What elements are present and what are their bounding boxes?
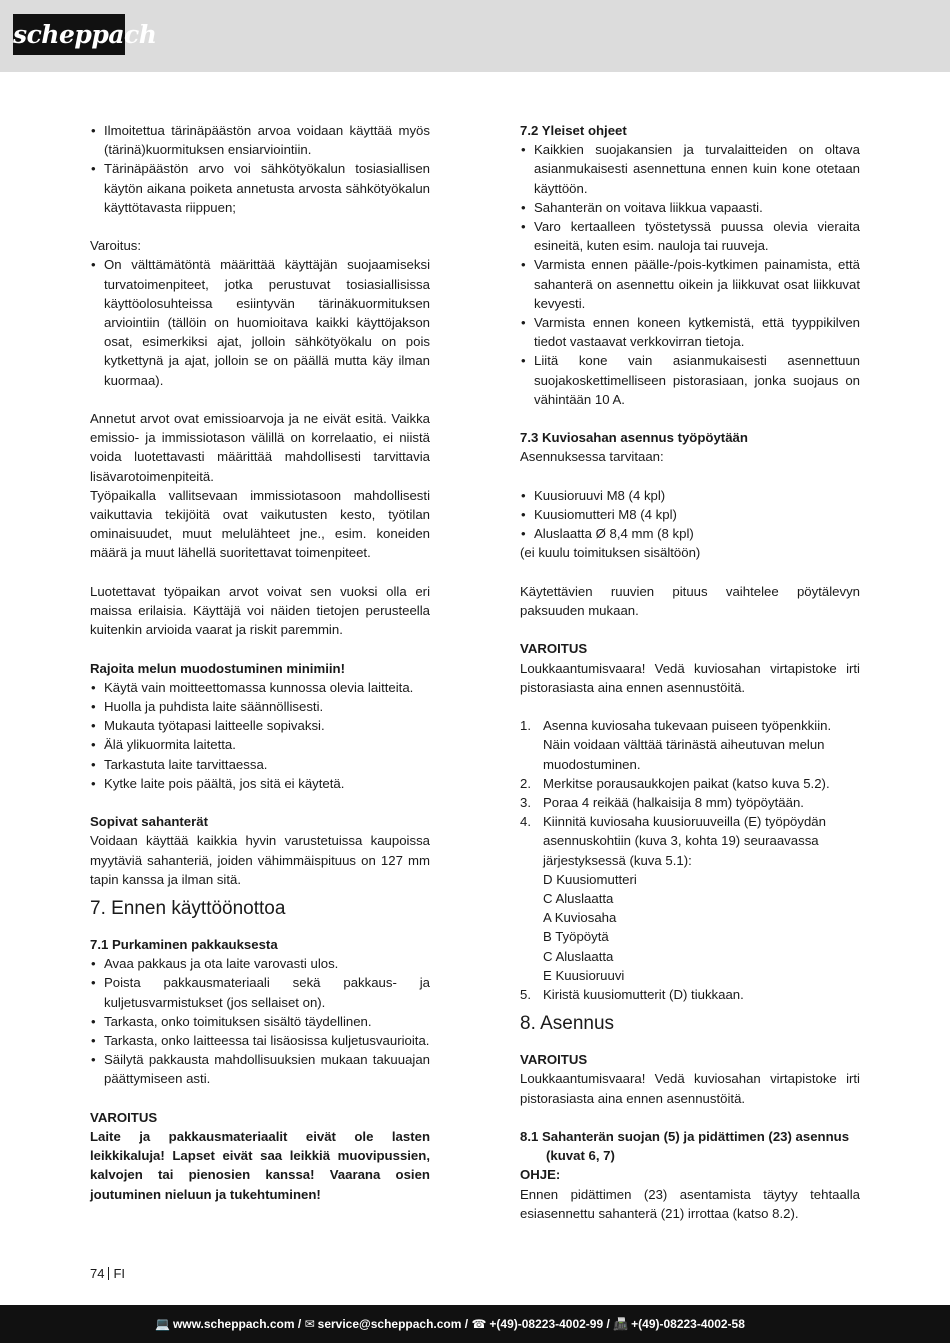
phone-icon: ☎ [471, 1317, 487, 1331]
list-item: • Tarkasta, onko toimituksen sisältö täydellinen. [90, 1012, 430, 1031]
list-item: • Aluslaatta Ø 8,4 mm (8 kpl) [520, 524, 860, 543]
phone-number: +(49)-08223-4002-99 [489, 1317, 604, 1331]
list-item: • Tarkasta, onko laitteessa tai lisäosissa kuljetusvaurioita. [90, 1031, 430, 1050]
paragraph: Voidaan käyttää kaikkia hyvin varustetuissa kaupoissa myytäviä sahanteriä, joiden vähimmäispituus on 127 mm tapin kanssa ja ilman sitä. [90, 833, 430, 887]
unpacking-bullets [90, 954, 430, 1088]
email-link[interactable]: service@scheppach.com [317, 1317, 462, 1331]
fax-number: +(49)-08223-4002-58 [631, 1317, 745, 1331]
section-heading: Rajoita melun muodostuminen minimiin! [90, 660, 345, 676]
email-icon: ✉ [304, 1317, 315, 1331]
list-item: 1. Asenna kuviosaha tukevaan puiseen työpenkkiin. Näin voidaan välttää tärinästä aiheutuvan melun muodostuminen. [520, 718, 832, 772]
warning-label: VAROITUS [520, 1052, 588, 1068]
list-item: • Sahanterän on voitava liikkua vapaasti. [520, 198, 860, 217]
website-link[interactable]: www.scheppach.com [172, 1317, 295, 1331]
list-item: • Älä ylikuormita laitetta. [90, 735, 430, 754]
section-heading: Sopivat sahanterät [90, 814, 208, 830]
vibration-bullets [90, 121, 430, 217]
footer-bar: 💻 www.scheppach.com / ✉ service@scheppach.com / ☎ +(49)-08223-4002-99 / 📠 +(49)-08223-4002-58 [0, 1305, 950, 1343]
warning-label: Varoitus: [90, 238, 142, 254]
list-item: • Poista pakkausmateriaali sekä pakkaus- ja kuljetusvarmistukset (jos sellaiset on). [90, 973, 430, 1011]
computer-icon: 💻 [155, 1317, 170, 1331]
left-column [90, 121, 430, 1204]
list-item: • Kuusiomutteri M8 (4 kpl) [520, 505, 860, 524]
list-item: • Huolla ja puhdista laite säännöllisesti. [90, 697, 430, 716]
assembly-steps [520, 716, 860, 1004]
list-item: • Mukauta työtapasi laitteelle sopivaksi. [90, 716, 430, 735]
list-item: • Tärinäpäästön arvo voi sähkötyökalun tosiasiallisen käytön aikana poiketa annetusta arvosta sähkötyökalun käyttötavasta riippuen; [90, 159, 430, 217]
list-item: • On välttämätöntä määrittää käyttäjän suojaamiseksi turvatoimenpiteet, jotka perustuvat tosiasiallisissa käyttöolosuhteissa esiintyvän tärinäkuormituksen arviointiin (tällöin on huomioitava kaikki käyttöjakson osat, esimerkiksi ajat, jolloin sähkötyökalu on pois kytkettynä ja ajat, jolloin se on päällä mutta käy ilman kuormaa). [90, 255, 430, 389]
list-item: 5. Kiristä kuusiomutterit (D) tiukkaan. [520, 987, 744, 1003]
paragraph: (ei kuulu toimituksen sisältöön) [520, 545, 701, 561]
chapter-heading: 7. Ennen käyttöönottoa [90, 898, 286, 920]
section-heading: 7.2 Yleiset ohjeet [520, 123, 627, 138]
warning-label: VAROITUS [90, 1109, 158, 1125]
paragraph: Asennuksessa tarvitaan: [520, 449, 664, 465]
warning-text: Laite ja pakkausmateriaalit eivät ole lasten leikkikaluja! Lapset eivät saa leikkiä muovipussien, kalvojen tai pienosien kanssa! Vaarana osien joutuminen nieluun ja tukehtuminen! [90, 1129, 430, 1202]
list-item: • Kaikkien suojakansien ja turvalaitteiden on oltava asianmukaisesti asennettuna ennen kuin kone otetaan käyttöön. [520, 140, 860, 198]
list-item: • Kuusioruuvi M8 (4 kpl) [520, 486, 860, 505]
section-heading: 7.1 Purkaminen pakkauksesta [90, 937, 278, 953]
list-item: • Ilmoitettua tärinäpäästön arvoa voidaan käyttää myös (tärinä)kuormituksen ensiarviointiin. [90, 121, 430, 159]
page-number: 74 FI [90, 1266, 126, 1281]
noise-bullets [90, 678, 430, 793]
warning-bullets [90, 255, 430, 389]
paragraph: Annetut arvot ovat emissioarvoja ja ne eivät esitä. Vaikka emissio- ja immissiotason välillä on korrelaatio, ei niistä voida luotettavasti määrittää mahdollisesti tarvittavia lisävarotoimenpiteitä. [90, 411, 430, 484]
note-label: OHJE: [520, 1167, 561, 1183]
warning-text: Loukkaantumisvaara! Vedä kuviosahan virtapistoke irti pistorasiasta aina ennen asennustöitä. [520, 1071, 860, 1106]
chapter-heading: 8. Asennus [520, 1013, 615, 1035]
list-item: • Säilytä pakkausta mahdollisuuksien mukaan takuuajan päättymiseen asti. [90, 1050, 430, 1088]
brand-logo: scheppach [13, 14, 125, 55]
list-item: 4. Kiinnitä kuviosaha kuusioruuveilla (E) työpöydän asennuskohtiin (kuva 3, kohta 19) seuraavassa järjestyksessä (kuva 5.1): D Kuusiomutteri C Aluslaatta A Kuviosaha B Työpöytä C Aluslaatta E Kuusioruuvi [520, 812, 860, 985]
list-item: • Varo kertaalleen työstetyssä puussa olevia vieraita esineitä, kuten esim. nauloja tai ruuveja. [520, 217, 860, 255]
warning-text: Loukkaantumisvaara! Vedä kuviosahan virtapistoke irti pistorasiasta aina ennen asennustöitä. [520, 660, 860, 695]
list-item: • Avaa pakkaus ja ota laite varovasti ulos. [90, 954, 430, 973]
mounting-order: D Kuusiomutteri C Aluslaatta A Kuviosaha B Työpöytä C Aluslaatta E Kuusioruuvi [543, 871, 637, 983]
paragraph: Luotettavat työpaikan arvot voivat sen vuoksi olla eri maissa erilaisia. Käyttäjä voi näiden tietojen perusteella kuitenkin arvioida vaarat ja riskit paremmin. [90, 583, 430, 638]
list-item: • Liitä kone vain asianmukaisesti asennettuun suojakoskettimelliseen pistorasiaan, jonka suojaus on vähintään 10 A. [520, 351, 860, 409]
header-bar [0, 0, 950, 72]
section-heading: 8.1 Sahanterän suojan (5) ja pidättimen (23) asennus (kuvat 6, 7) [520, 1129, 850, 1164]
list-item: 3. Poraa 4 reikää (halkaisija 8 mm) työpöytään. [520, 795, 804, 811]
fax-icon: 📠 [613, 1317, 629, 1331]
note-text: Ennen pidättimen (23) asentamista täytyy tehtaalla esiasennettu sahanterä (21) irrottaa (katso 8.2). [520, 1186, 860, 1221]
list-item: 2. Merkitse porausaukkojen paikat (katso kuva 5.2). [520, 775, 830, 791]
warning-label: VAROITUS [520, 641, 588, 657]
parts-bullets [520, 486, 860, 544]
paragraph: Käytettävien ruuvien pituus vaihtelee pöytälevyn paksuuden mukaan. [520, 583, 860, 619]
general-bullets [520, 140, 860, 409]
list-item: • Käytä vain moitteettomassa kunnossa olevia laitteita. [90, 678, 430, 697]
paragraph: Työpaikalla vallitsevaan immissiotasoon mahdollisesti vaikuttavia tekijöitä ovat vaikutusten kesto, työtilan ominaisuudet, muut melulähteet jne., esim. koneiden määrä ja muut lähellä suoritettavat toimenpiteet. [90, 487, 430, 561]
list-item: • Kytke laite pois päältä, jos sitä ei käytetä. [90, 774, 430, 793]
section-heading: 7.3 Kuviosahan asennus työpöytään [520, 430, 748, 446]
list-item: • Varmista ennen koneen kytkemistä, että tyyppikilven tiedot vastaavat verkkovirran tietoja. [520, 313, 860, 351]
list-item: • Varmista ennen päälle-/pois-kytkimen painamista, että sahanterä on asennettu oikein ja liikkuvat osat liikkuvat kevyesti. [520, 255, 860, 313]
right-column [520, 121, 860, 1223]
list-item: • Tarkastuta laite tarvittaessa. [90, 755, 430, 774]
